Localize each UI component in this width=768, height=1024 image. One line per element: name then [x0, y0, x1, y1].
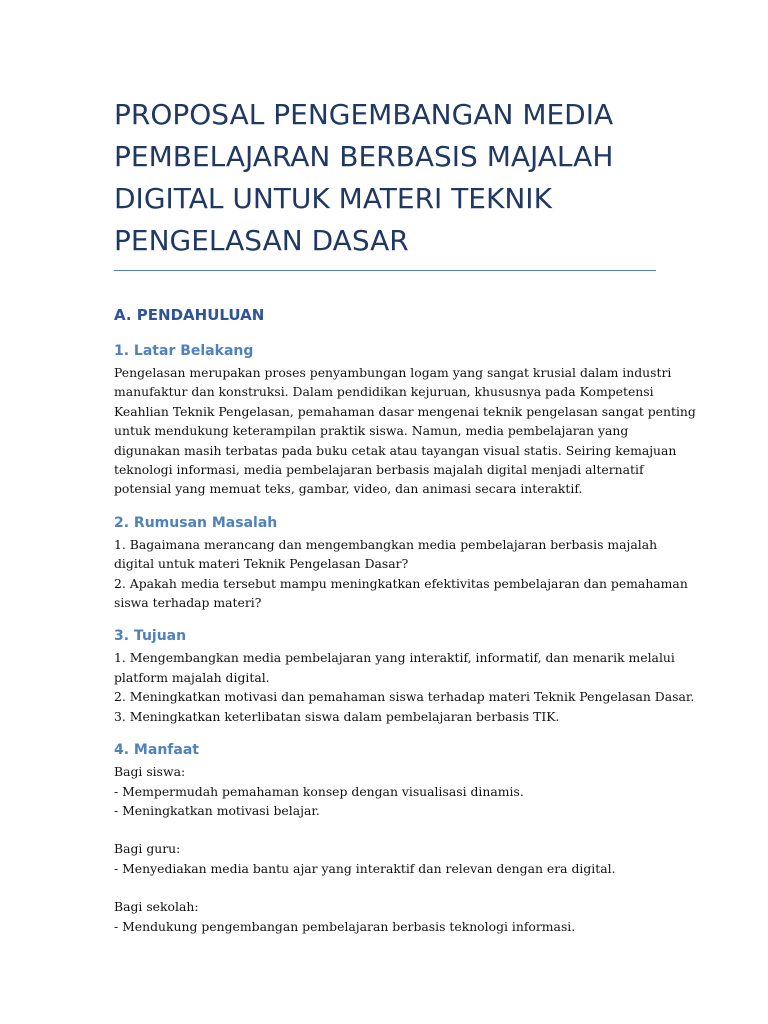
- text-line: - Menyediakan media bantu ajar yang interaktif dan relevan dengan era digital.: [114, 860, 616, 876]
- blank-line: [114, 878, 656, 897]
- text-line: platform majalah digital.: [114, 669, 270, 685]
- paragraph-manfaat: [114, 762, 656, 936]
- paragraph-tujuan: [114, 648, 695, 726]
- text-line: 2. Apakah media tersebut mampu meningkatkan efektivitas pembelajaran dan pemahaman: [114, 575, 688, 591]
- paragraph-latar-belakang: [114, 363, 696, 499]
- text-line: Bagi guru:: [114, 841, 181, 857]
- text-line: potensial yang memuat teks, gambar, video, dan animasi secara interaktif.: [114, 481, 583, 497]
- subheading-tujuan: 3. Tujuan: [114, 628, 187, 645]
- title-line: DIGITAL UNTUK MATERI TEKNIK: [114, 182, 552, 215]
- text-line: 2. Meningkatkan motivasi dan pemahaman siswa terhadap materi Teknik Pengelasan Dasar.: [114, 689, 695, 705]
- text-line: digital untuk materi Teknik Pengelasan Dasar?: [114, 556, 409, 572]
- text-line: 1. Mengembangkan media pembelajaran yang interaktif, informatif, dan menarik melalui: [114, 650, 675, 666]
- text-line: 1. Bagaimana merancang dan mengembangkan media pembelajaran berbasis majalah: [114, 536, 658, 552]
- title-line: PENGELASAN DASAR: [114, 224, 409, 257]
- text-line: manufaktur dan konstruksi. Dalam pendidikan kejuruan, khususnya pada Kompetensi: [114, 384, 654, 400]
- section-heading-pendahuluan: A. PENDAHULUAN: [114, 306, 265, 324]
- subheading-latar-belakang: 1. Latar Belakang: [114, 343, 254, 359]
- paragraph-rumusan-masalah: [114, 535, 688, 613]
- title-line: PEMBELAJARAN BERBASIS MAJALAH: [114, 140, 614, 173]
- text-line: Bagi siswa:: [114, 764, 186, 780]
- document-page: [114, 94, 696, 936]
- text-line: - Meningkatkan motivasi belajar.: [114, 802, 320, 818]
- text-line: - Mendukung pengembangan pembelajaran berbasis teknologi informasi.: [114, 918, 576, 934]
- subheading-manfaat: 4. Manfaat: [114, 742, 199, 759]
- document-title: [114, 94, 656, 271]
- text-line: untuk mendukung keterampilan praktik siswa. Namun, media pembelajaran yang: [114, 423, 629, 439]
- text-line: Pengelasan merupakan proses penyambungan logam yang sangat krusial dalam industri: [114, 365, 672, 380]
- text-line: - Mempermudah pemahaman konsep dengan visualisasi dinamis.: [114, 783, 524, 799]
- subheading-rumusan-masalah: 2. Rumusan Masalah: [114, 514, 278, 531]
- text-line: Keahlian Teknik Pengelasan, pemahaman dasar mengenai teknik pengelasan sangat penting: [114, 403, 696, 419]
- text-line: siswa terhadap materi?: [114, 595, 262, 611]
- text-line: 3. Meningkatkan keterlibatan siswa dalam pembelajaran berbasis TIK.: [114, 708, 560, 724]
- blank-line: [114, 820, 656, 839]
- text-line: digunakan masih terbatas pada buku cetak atau tayangan visual statis. Seiring kemajuan: [114, 442, 677, 458]
- title-line: PROPOSAL PENGEMBANGAN MEDIA: [114, 98, 614, 131]
- text-line: teknologi informasi, media pembelajaran berbasis majalah digital menjadi alternatif: [114, 462, 644, 478]
- text-line: Bagi sekolah:: [114, 899, 199, 915]
